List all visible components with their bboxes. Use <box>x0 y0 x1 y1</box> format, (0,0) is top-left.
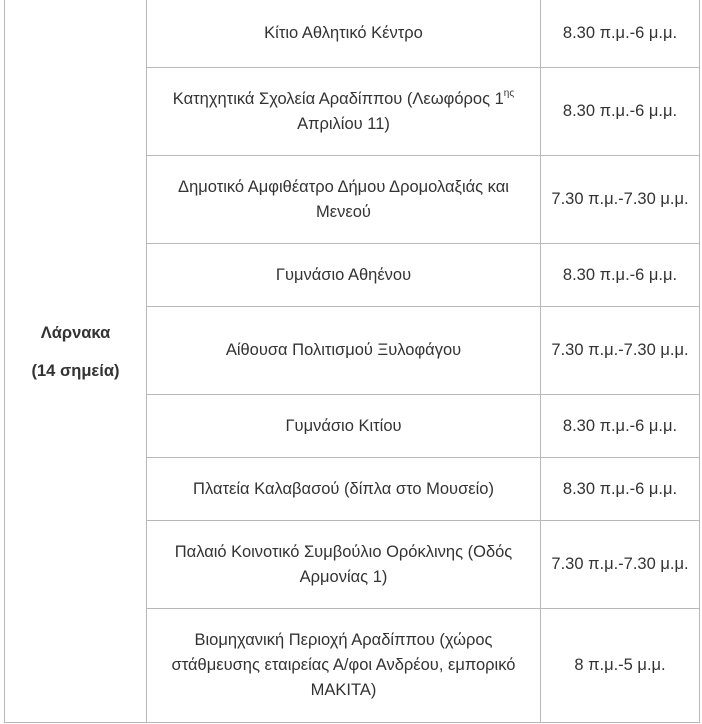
table-row <box>5 0 700 68</box>
location-cell: Κίτιο Αθλητικό Κέντρο <box>147 0 541 68</box>
region-name: Λάρνακα <box>40 324 111 342</box>
region-cell <box>5 0 147 723</box>
location-cell <box>147 68 541 156</box>
location-text: Κατηχητικά Σχολεία Αραδίππου (Λεωφόρος 1 <box>172 89 504 108</box>
hours-cell: 8.30 π.μ.-6 μ.μ. <box>541 68 700 156</box>
hours-cell: 8.30 π.μ.-6 μ.μ. <box>541 395 700 458</box>
location-text-cont: Απριλίου 11) <box>297 114 390 133</box>
vaccination-points-table <box>4 0 700 723</box>
location-cell: Παλαιό Κοινοτικό Συμβούλιο Ορόκλινης (Οδός Αρμονίας 1) <box>147 521 541 609</box>
hours-cell: 8.30 π.μ.-6 μ.μ. <box>541 0 700 68</box>
hours-cell: 7.30 π.μ.-7.30 μ.μ. <box>541 156 700 244</box>
location-cell: Αίθουσα Πολιτισμού Ξυλοφάγου <box>147 307 541 395</box>
ordinal-suffix: ης <box>503 88 515 99</box>
location-cell: Πλατεία Καλαβασού (δίπλα στο Μουσείο) <box>147 458 541 521</box>
location-cell: Βιομηχανική Περιοχή Αραδίππου (χώρος στάθμευσης εταιρείας Α/φοι Ανδρέου, εμπορικό ΜΑΚΙΤΑ) <box>147 609 541 723</box>
region-count: (14 σημεία) <box>31 362 120 380</box>
hours-cell: 7.30 π.μ.-7.30 μ.μ. <box>541 521 700 609</box>
location-cell: Δημοτικό Αμφιθέατρο Δήμου Δρομολαξιάς και Μενεού <box>147 156 541 244</box>
location-cell: Γυμνάσιο Κιτίου <box>147 395 541 458</box>
hours-cell: 8 π.μ.-5 μ.μ. <box>541 609 700 723</box>
location-cell: Γυμνάσιο Αθηένου <box>147 244 541 307</box>
hours-cell: 7.30 π.μ.-7.30 μ.μ. <box>541 307 700 395</box>
table-bottom-border <box>4 722 699 723</box>
hours-cell: 8.30 π.μ.-6 μ.μ. <box>541 244 700 307</box>
hours-cell: 8.30 π.μ.-6 μ.μ. <box>541 458 700 521</box>
